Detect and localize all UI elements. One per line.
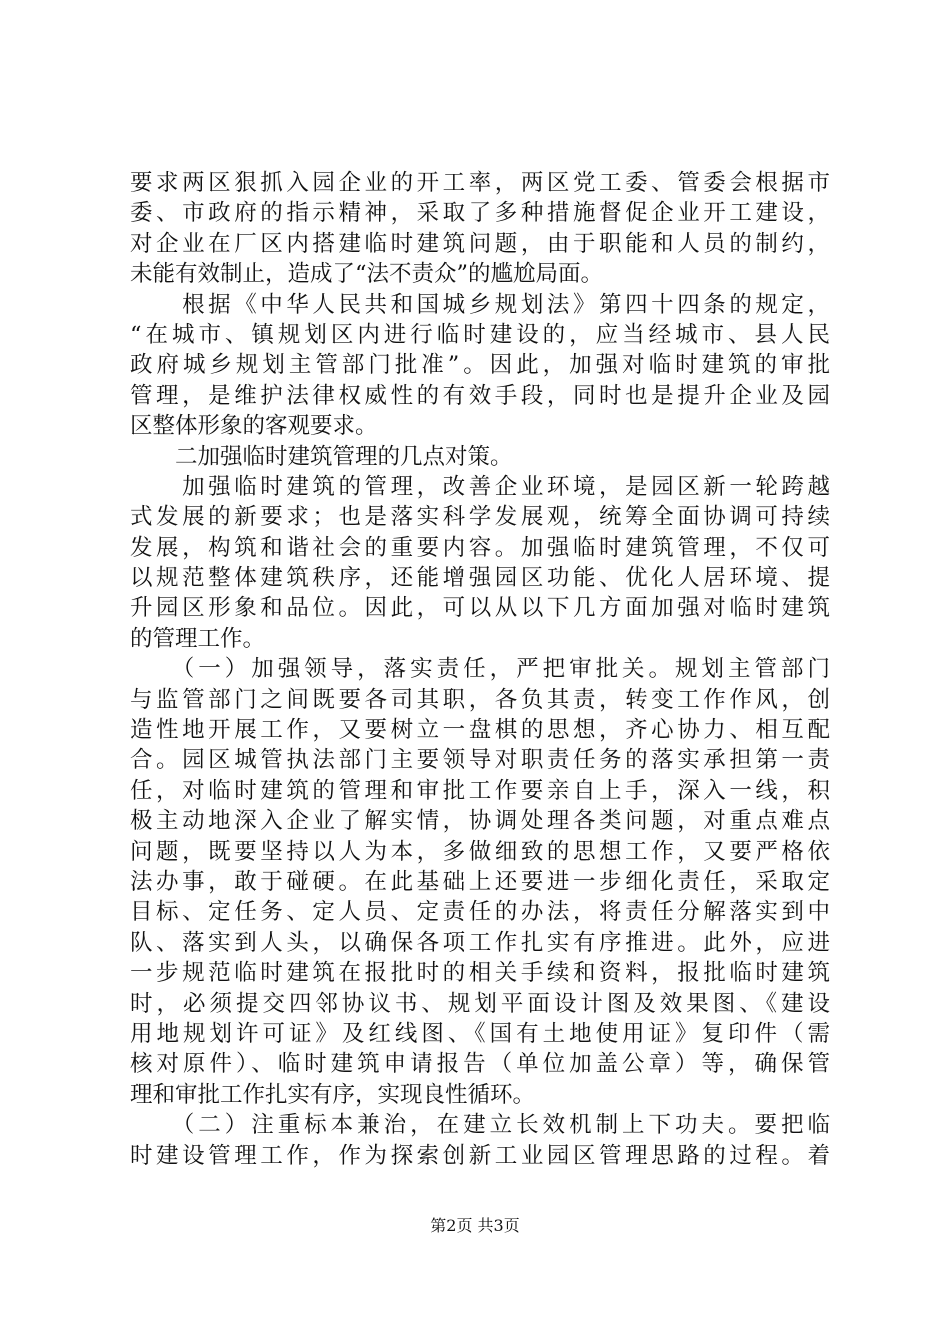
text-line: 理和审批工作扎实有序，实现良性循环。 — [130, 1081, 536, 1108]
document-body — [130, 168, 830, 1171]
page-footer: 第2页 共3页 — [430, 1216, 520, 1235]
text-line: 以规范整体建筑秩序，还能增强园区功能、优化人居环境、提 — [130, 565, 830, 592]
text-line: 时建设管理工作，作为探索创新工业园区管理思路的过程。着 — [130, 1142, 830, 1169]
text-line: 对企业在厂区内搭建临时建筑问题，由于职能和人员的制约， — [130, 230, 830, 257]
text-line: 问题，既要坚持以人为本，多做细致的思想工作，又要严格依 — [130, 838, 830, 865]
text-line: 管理，是维护法律权威性的有效手段，同时也是提升企业及园 — [130, 382, 830, 409]
text-line: 核对原件）、临时建筑申请报告（单位加盖公章）等，确保管 — [130, 1051, 830, 1078]
text-line: 二加强临时建筑管理的几点对策。 — [130, 443, 513, 470]
text-line: 时，必须提交四邻协议书、规划平面设计图及效果图、《建设 — [130, 990, 830, 1017]
text-line: 区整体形象的客观要求。 — [130, 413, 378, 440]
text-line: 造性地开展工作，又要树立一盘棋的思想，齐心协力、相互配 — [130, 717, 830, 744]
text-line: “在城市、镇规划区内进行临时建设的，应当经城市、县人民 — [130, 321, 830, 348]
text-line: 的管理工作。 — [130, 625, 266, 652]
text-line: 极主动地深入企业了解实情，协调处理各类问题，对重点难点 — [130, 808, 830, 835]
text-line: 升园区形象和品位。因此，可以从以下几方面加强对临时建筑 — [130, 595, 830, 622]
text-line: 与监管部门之间既要各司其职，各负其责，转变工作作风，创 — [130, 686, 830, 713]
text-line: 未能有效制止，造成了“法不责众”的尴尬局面。 — [130, 261, 604, 288]
text-line: 目标、定任务、定人员、定责任的办法，将责任分解落实到中 — [130, 899, 830, 926]
text-line: 发展，构筑和谐社会的重要内容。加强临时建筑管理，不仅可 — [130, 534, 830, 561]
text-line: 合。园区城管执法部门主要领导对职责任务的落实承担第一责 — [130, 747, 830, 774]
text-line: 任，对临时建筑的管理和审批工作要亲自上手，深入一线，积 — [130, 777, 830, 804]
text-line: 式发展的新要求；也是落实科学发展观，统筹全面协调可持续 — [130, 504, 830, 531]
text-line: 法办事，敢于碰硬。在此基础上还要进一步细化责任，采取定 — [130, 868, 830, 895]
text-line: 根据《中华人民共和国城乡规划法》第四十四条的规定， — [130, 291, 830, 318]
text-line: 用地规划许可证》及红线图、《国有土地使用证》复印件（需 — [130, 1020, 830, 1047]
text-line: 委、市政府的指示精神，采取了多种措施督促企业开工建设， — [130, 200, 830, 227]
text-line: 加强临时建筑的管理，改善企业环境，是园区新一轮跨越 — [130, 473, 830, 500]
text-line: （二）注重标本兼治，在建立长效机制上下功夫。要把临 — [130, 1112, 830, 1139]
text-line: 一步规范临时建筑在报批时的相关手续和资料，报批临时建筑 — [130, 960, 830, 987]
text-line: 要求两区狠抓入园企业的开工率，两区党工委、管委会根据市 — [130, 170, 830, 196]
text-line: 政府城乡规划主管部门批准”。因此，加强对临时建筑的审批 — [130, 352, 830, 379]
text-line: （一）加强领导，落实责任，严把审批关。规划主管部门 — [130, 656, 830, 683]
text-line: 队、落实到人头，以确保各项工作扎实有序推进。此外，应进 — [130, 929, 830, 956]
